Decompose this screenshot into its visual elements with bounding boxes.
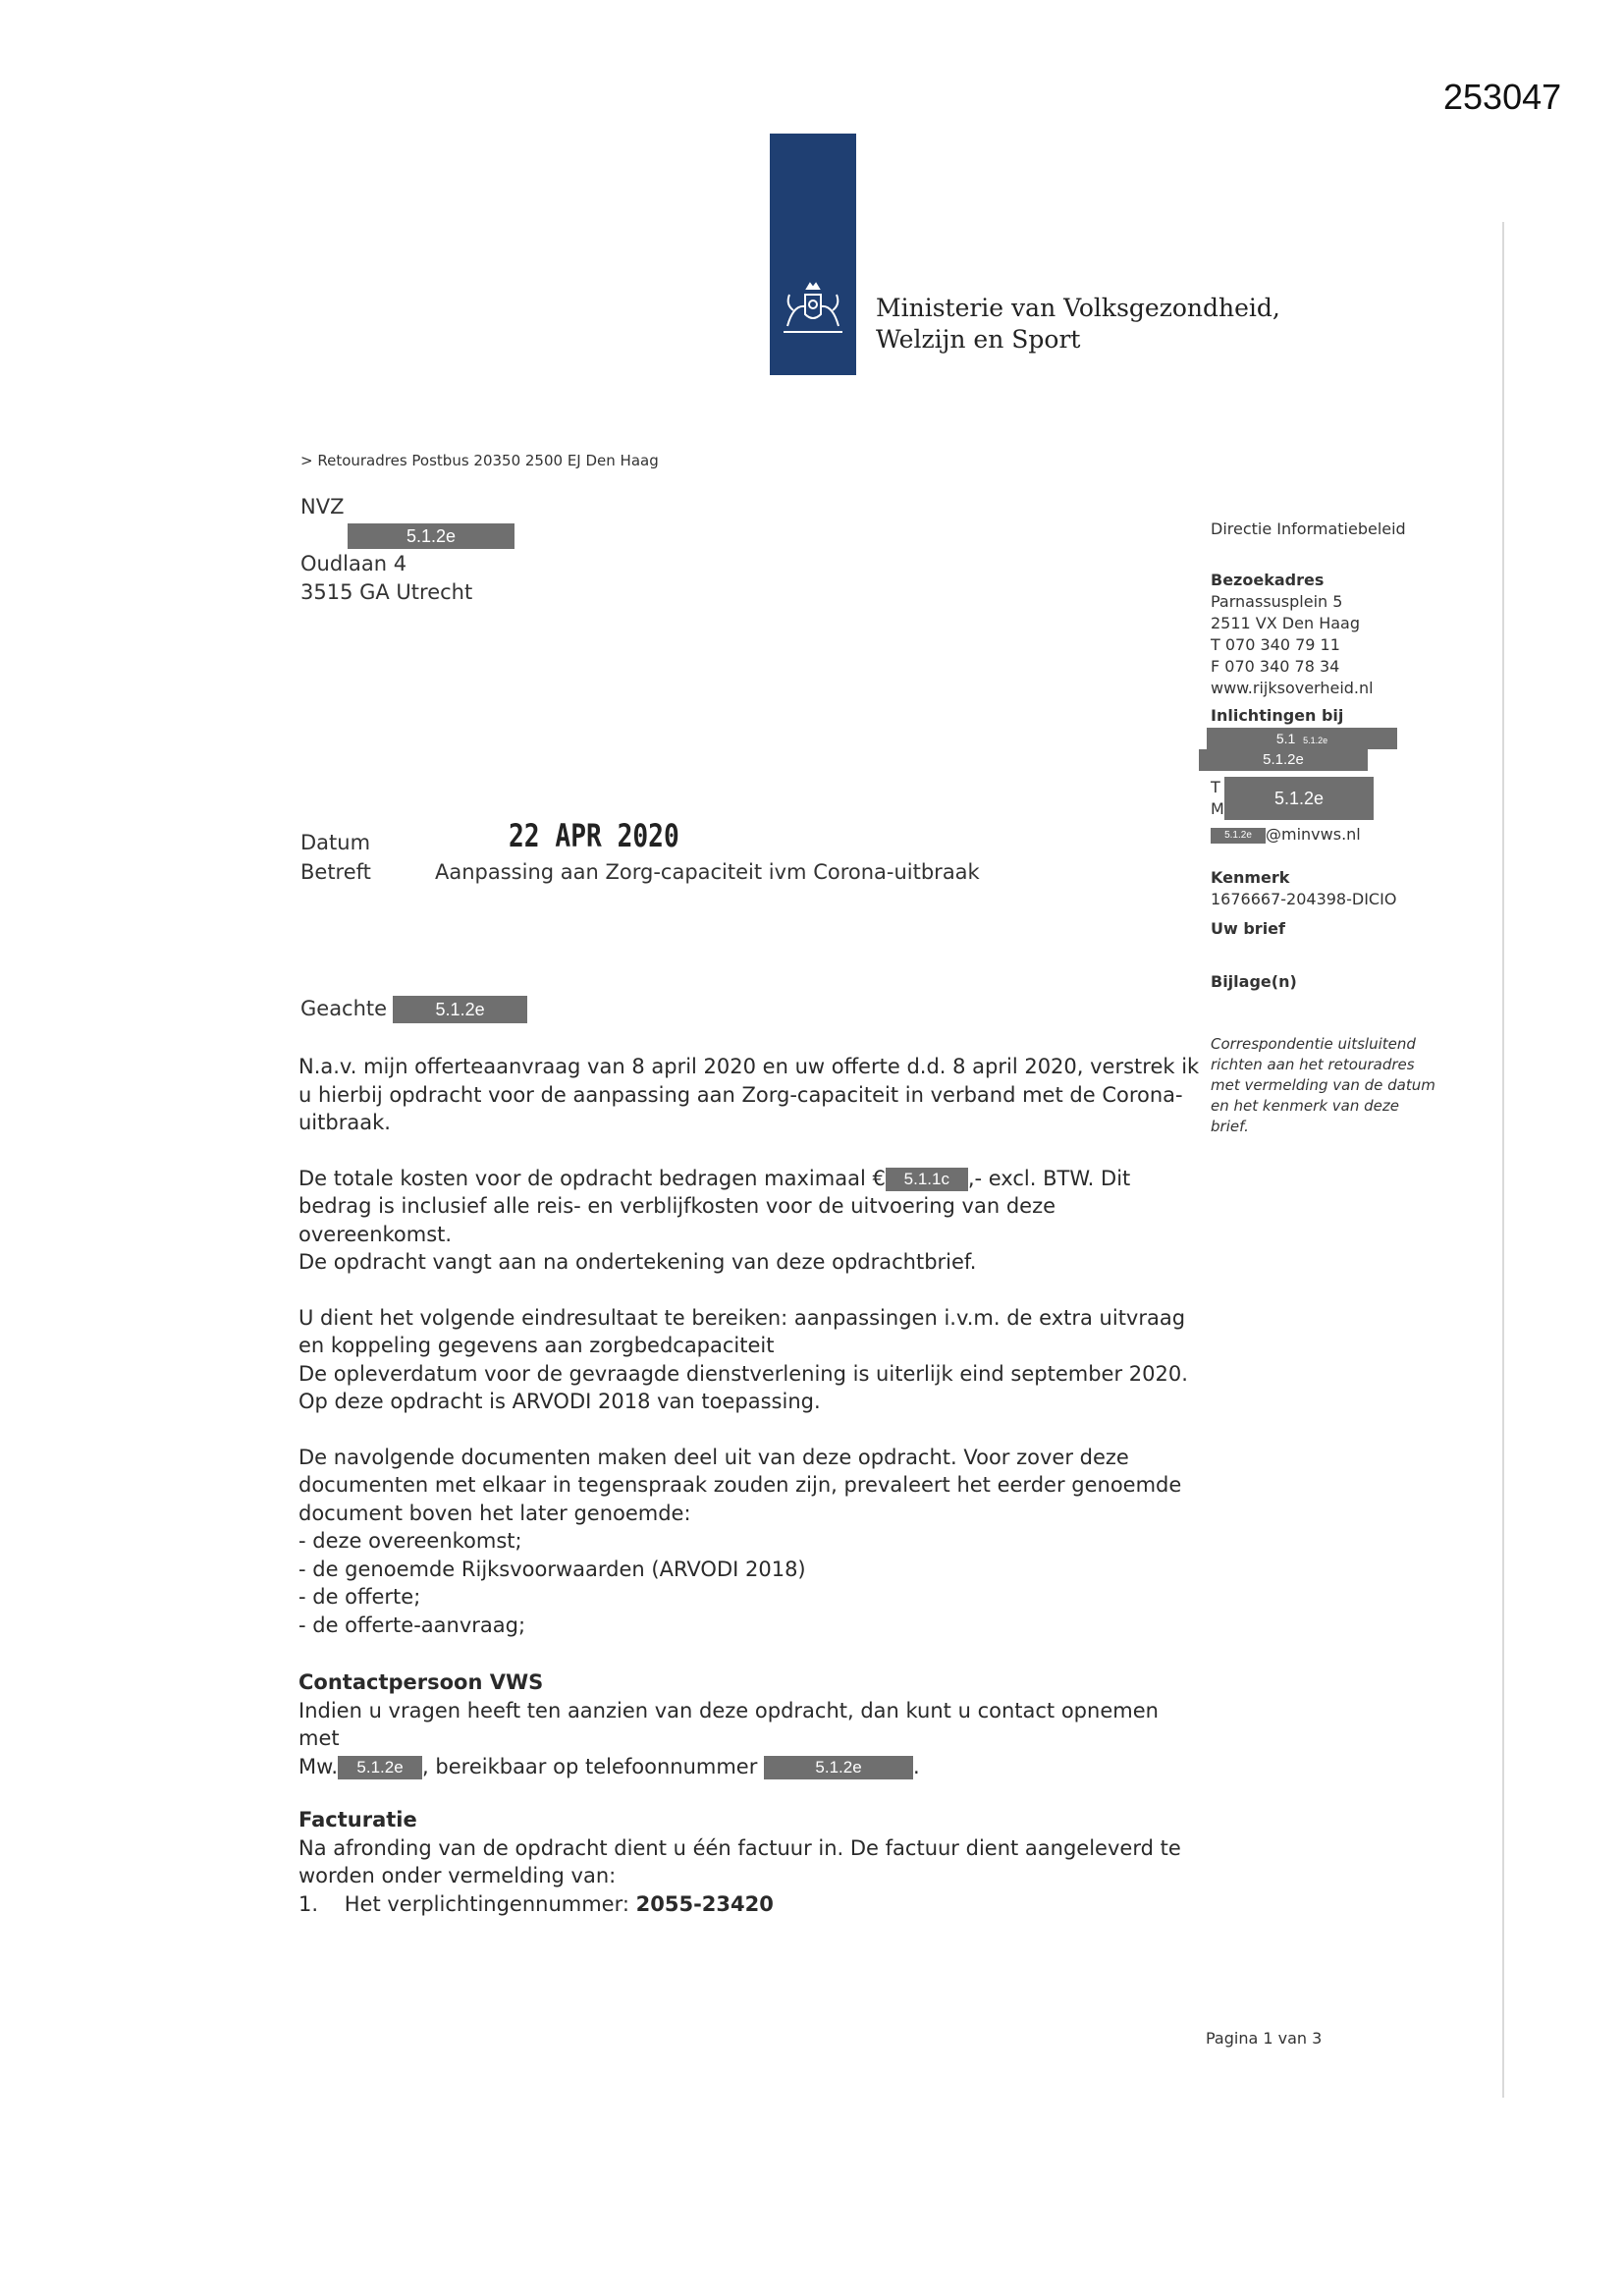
sidebar-bezoekadres-label: Bezoekadres [1211,571,1325,589]
ministry-name [876,293,1280,355]
date-stamp: 22 APR 2020 [509,817,679,854]
sidebar-fax: F 070 340 78 34 [1211,657,1340,676]
sidebar-bijlagen-label: Bijlage(n) [1211,972,1297,991]
paragraph-costs: De totale kosten voor de opdracht bedragen maximaal € 5.1.1c ,- excl. BTW. Dit bedrag is inclusief alle reis- en verblijfkosten voor de uitvoering van deze overeenkomst. De opdracht vangt aan na ondertekening van deze opdrachtbrief. [298,1166,1131,1274]
redacted-box: 5.1.1c [886,1168,968,1191]
sidebar-kenmerk-label: Kenmerk [1211,868,1290,887]
paragraph-contact: Indien u vragen heeft ten aanzien van deze opdracht, dan kunt u contact opnemen met Mw. 5.1.2e , bereikbaar op telefoonnummer 5.1.2e . [298,1698,1159,1778]
greeting-text: Geachte [300,997,388,1020]
betreft-label: Betreft [300,860,371,884]
redacted-box: 5.1.2e [393,996,527,1023]
coat-of-arms-icon [780,281,846,344]
ministry-logo-bar [770,134,856,375]
edge-rule [1502,222,1504,2098]
redacted-box: 5.1.2e [1199,749,1368,771]
sidebar-web: www.rijksoverheid.nl [1211,679,1374,697]
sidebar-inlichtingen-label: Inlichtingen bij [1211,706,1344,725]
ministry-name-line1: Ministerie van Volksgezondheid, [876,294,1280,322]
sidebar-correspondentie: Correspondentie uitsluitend richten aan het retouradres met vermelding van de datum en het kenmerk van deze brief. [1211,1035,1435,1135]
sidebar-kenmerk: 1676667-204398-DICIO [1211,890,1397,908]
numbered-item: 1. Het verplichtingennummer: 2055-23420 [298,1891,774,1916]
addressee-street: Oudlaan 4 [300,552,407,575]
redacted-box: 5.1.2e [348,523,514,549]
addressee-city: 3515 GA Utrecht [300,580,473,604]
facturatie-heading: Facturatie [298,1808,417,1831]
sidebar-city: 2511 VX Den Haag [1211,614,1360,632]
sidebar-phone: T 070 340 79 11 [1211,635,1340,654]
page-number: Pagina 1 van 3 [1206,2029,1323,2048]
paragraph-intro: N.a.v. mijn offerteaanvraag van 8 april 2020 en uw offerte d.d. 8 april 2020, verstrek ik u hierbij opdracht voor de aanpassing aan Zorg-capaciteit in verband met de Corona-uitbraak. [298,1055,1200,1134]
redacted-box: 5.1.2e [338,1756,422,1779]
sidebar-directie: Directie Informatiebeleid [1211,519,1406,538]
ministry-name-line2: Welzijn en Sport [876,325,1081,354]
addressee-org: NVZ [300,495,345,519]
redacted-box: 5.1.2e [1224,777,1374,820]
subject-line: Aanpassing aan Zorg-capaciteit ivm Corona-uitbraak [435,860,980,884]
list-item: - de offerte; [298,1585,421,1609]
document-number: 253047 [1443,77,1562,117]
redacted-box: 5.1.2e [1211,828,1266,844]
letter-body [298,1053,1202,1918]
list-item: - de genoemde Rijksvoorwaarden (ARVODI 2018) [298,1557,806,1581]
list-item: - deze overeenkomst; [298,1529,522,1553]
paragraph-facturatie: Na afronding van de opdracht dient u één factuur in. De factuur dient aangeleverd te worden onder vermelding van: 1. Het verplichtingennummer: 2055-23420 [298,1835,1181,1916]
contact-heading: Contactpersoon VWS [298,1670,544,1694]
sidebar-street: Parnassusplein 5 [1211,592,1343,611]
sidebar-email-suffix: @minvws.nl [1266,825,1361,844]
return-address: > Retouradres Postbus 20350 2500 EJ Den Haag [300,452,659,469]
sidebar-m-label: M [1211,799,1224,818]
list-item: - de offerte-aanvraag; [298,1613,526,1637]
sidebar-t-label: T [1211,778,1220,796]
sidebar-uw-brief-label: Uw brief [1211,919,1285,938]
addressee-block [300,493,514,607]
greeting [300,996,527,1023]
paragraph-documents: De navolgende documenten maken deel uit van deze opdracht. Voor zover deze documenten met elkaar in tegenspraak zouden zijn, prevaleert het eerder genoemde document boven het later genoemde: - deze overeenkomst; - de genoemde Rijksvoorwaarden (ARVODI 2018) - de offerte; - de offerte-aanvraag; [298,1445,1182,1637]
paragraph-result: U dient het volgende eindresultaat te bereiken: aanpassingen i.v.m. de extra uitvraag en koppeling gegevens aan zorgbedcapaciteit De opleverdatum voor de gevraagde dienstverlening is uiterlijk eind september 2020. Op deze opdracht is ARVODI 2018 van toepassing. [298,1305,1188,1413]
redacted-box: 5.1.2e [764,1756,913,1779]
redacted-box: 5.1 5.1.2e [1207,728,1397,749]
sender-sidebar [1211,519,1436,1137]
datum-label: Datum [300,831,371,854]
